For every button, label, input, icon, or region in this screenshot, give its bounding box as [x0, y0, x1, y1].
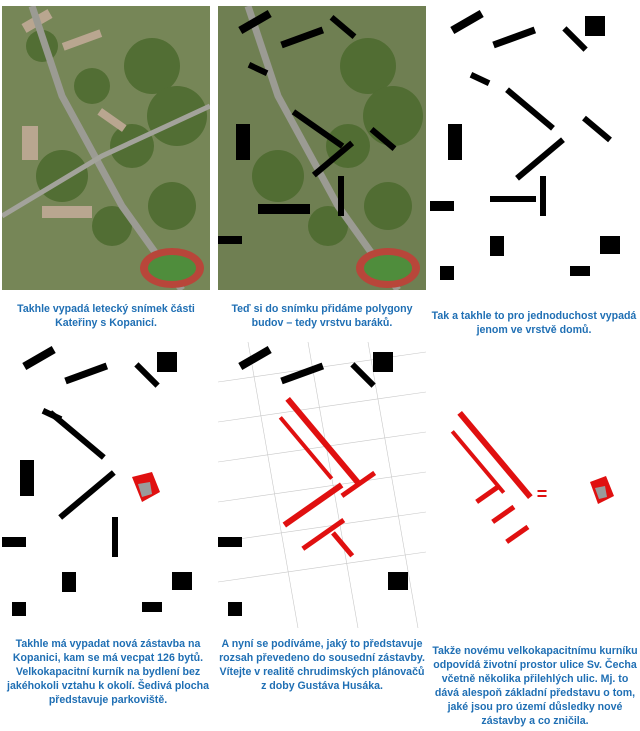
caption-comparison: Takže novému velkokapacitnímu kurníku odpovídá životní prostor ulice Sv. Čecha včetně několika přilehlých ulic. Mj. to dává alespoň základní představu o tom, jaké jsou pro území důsledky nové zástavby a co zničila.	[432, 645, 638, 727]
equals-sign: =	[536, 484, 548, 504]
stadium-icon	[140, 248, 204, 288]
neighbouring-area-map	[218, 342, 426, 628]
aerial-photo-panel	[2, 6, 210, 290]
aerial-with-buildings-map	[218, 6, 426, 290]
buildings-layer-map	[430, 6, 638, 290]
caption-aerial: Takhle vypadá letecký snímek části Kateřiny s Kopanicí.	[17, 303, 195, 329]
aerial-buildings-panel	[218, 6, 426, 290]
caption-new-development: Takhle má vypadat nová zástavba na Kopanici, kam se má vecpat 126 bytů. Velkokapacitní kurník na bydlení bez jakéhokoli vztahu k okolí. Šedivá plocha představuje parkoviště.	[7, 638, 209, 706]
new-development-map	[2, 342, 210, 628]
buildings-layer-panel	[430, 6, 638, 290]
comparison-diagram	[430, 342, 638, 628]
caption-buildings-only: Tak a takhle to pro jednoduchost vypadá jenom ve vrstvě domů.	[431, 310, 637, 336]
neighbouring-area-panel	[218, 342, 426, 628]
new-development-panel	[2, 342, 210, 628]
stadium-icon	[356, 248, 420, 288]
aerial-photo	[2, 6, 210, 290]
caption-aerial-with-buildings: Teď si do snímku přidáme polygony budov – tedy vrstvu baráků.	[231, 303, 413, 329]
caption-neighbouring-area: A nyní se podíváme, jaký to představuje rozsah převedeno do sousední zástavby. Vítejte v realitě chrudimských plánovačů z doby Gustáva Husáka.	[219, 638, 425, 692]
comparison-panel	[430, 342, 638, 628]
